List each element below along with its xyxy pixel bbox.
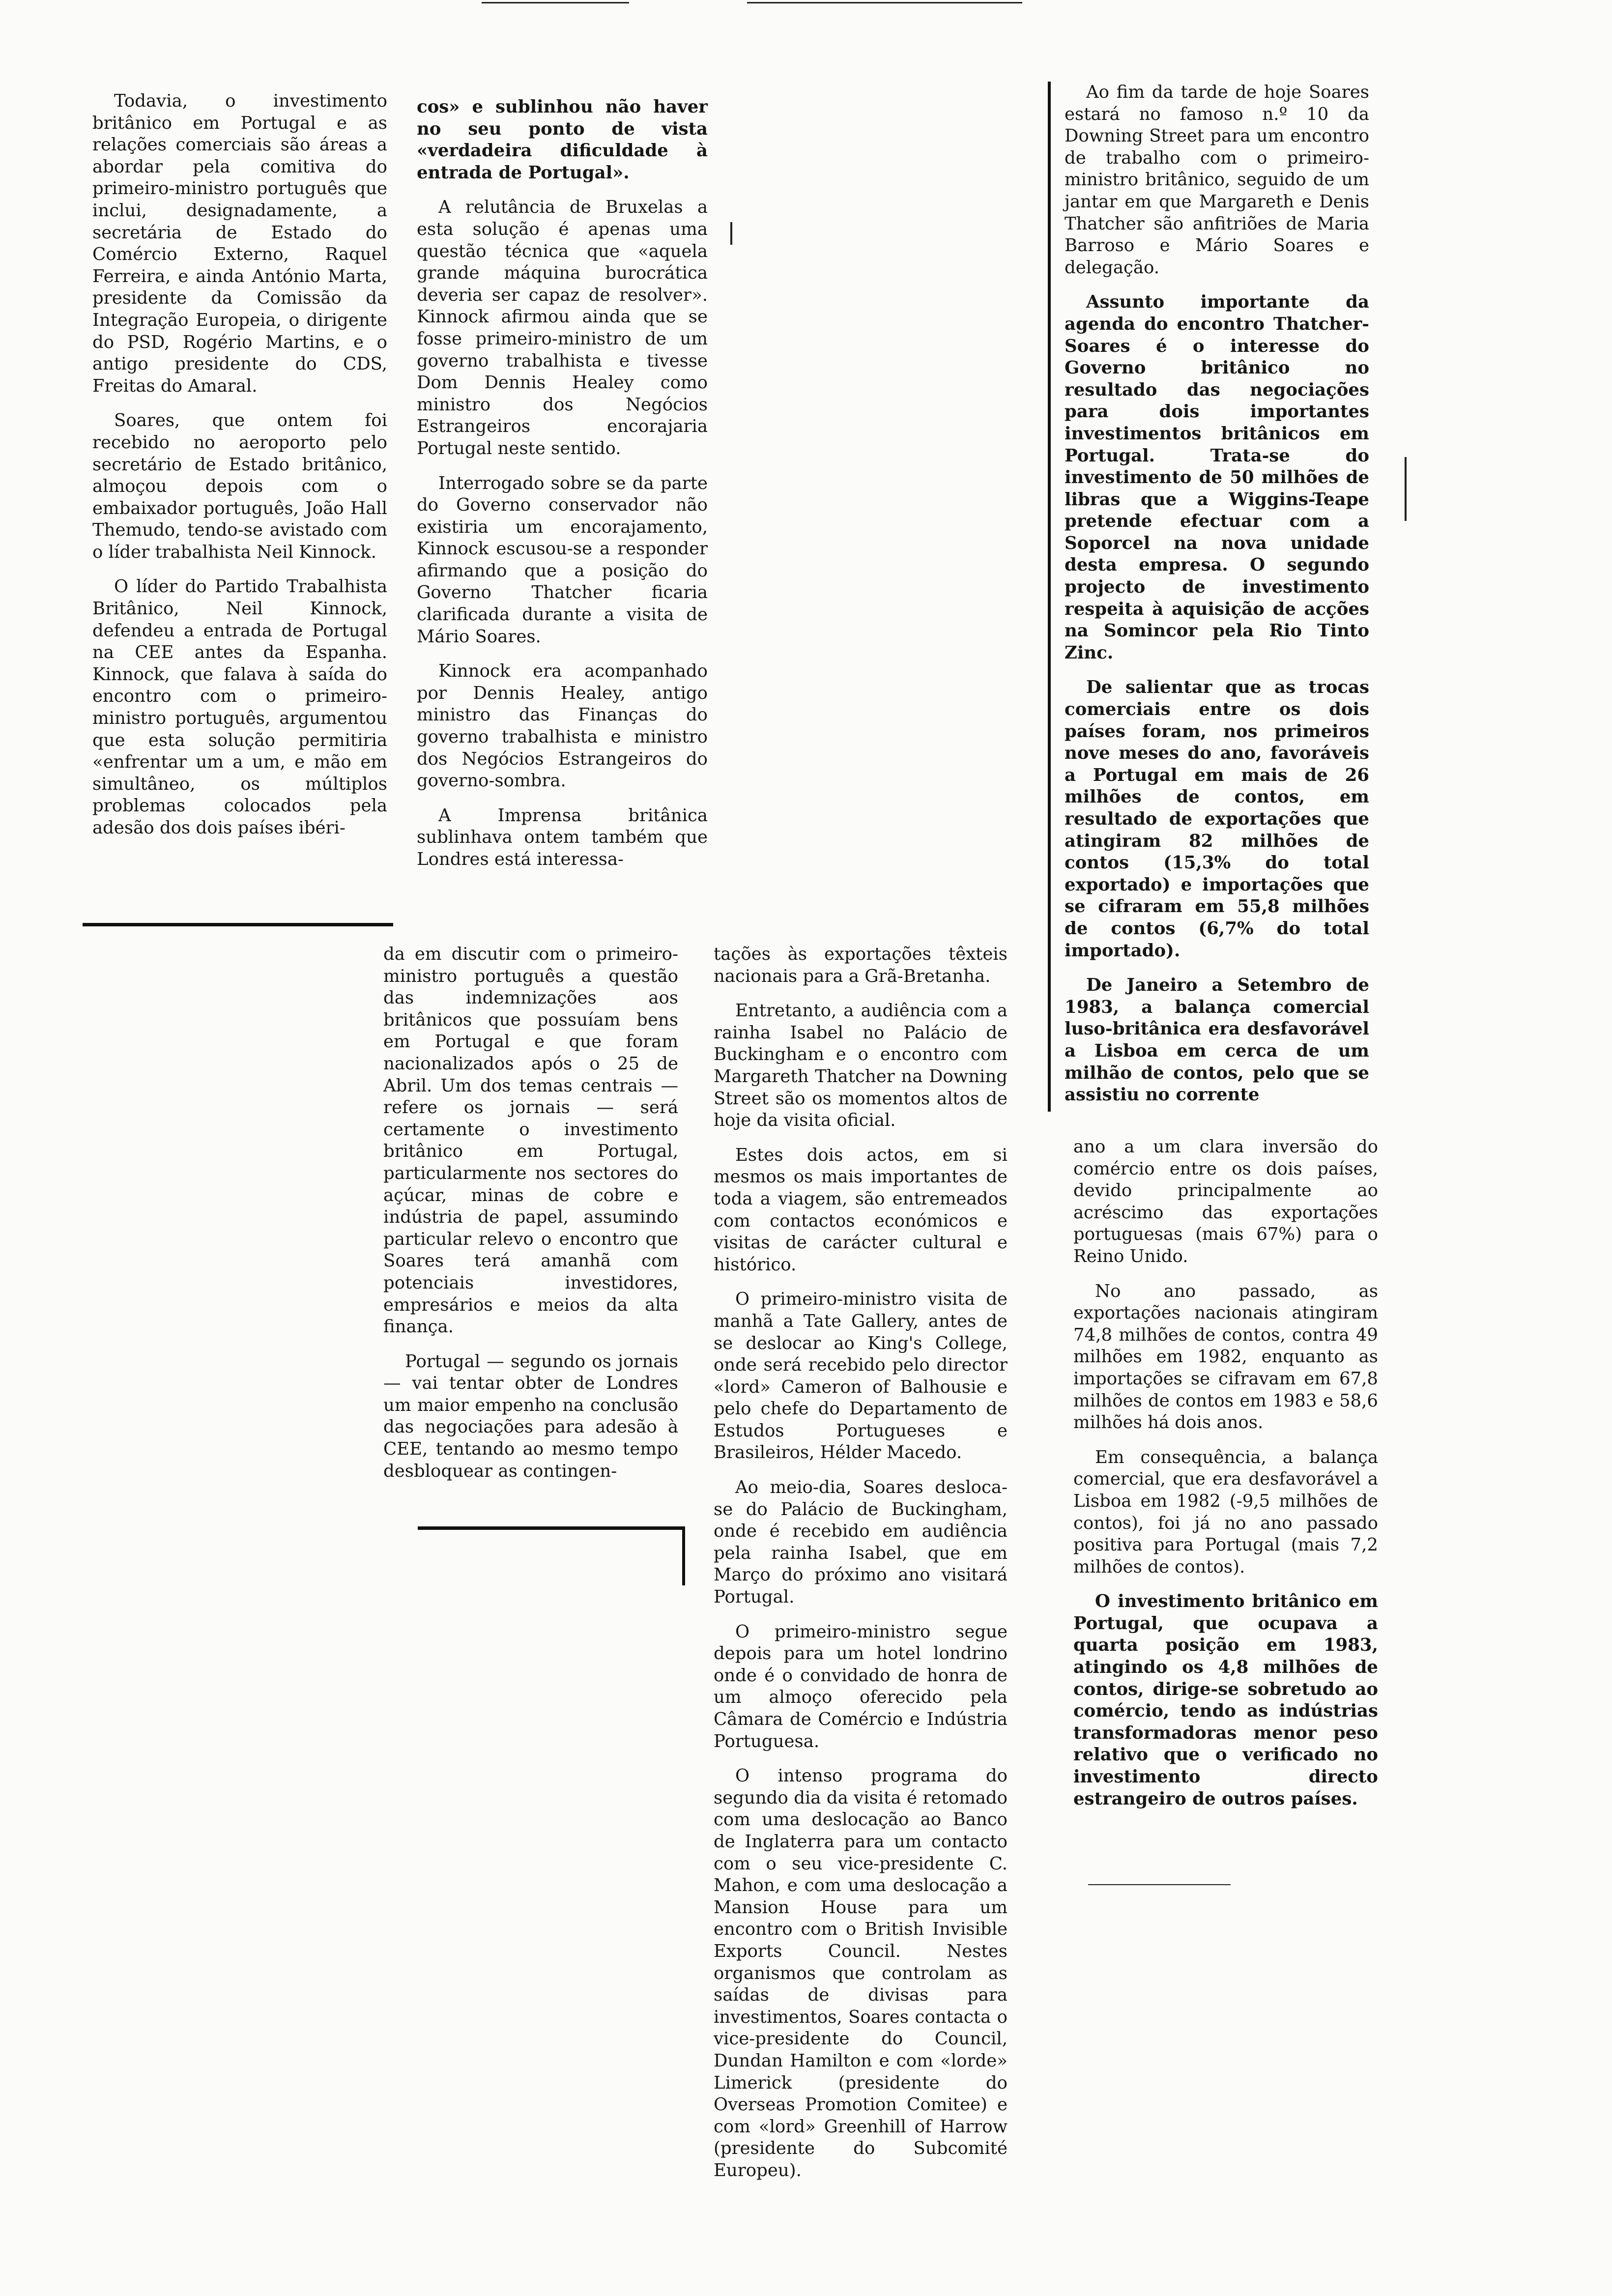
paragraph: tações às exportações têxteis nacionais para a Grã-Bretanha. xyxy=(714,944,1008,986)
paragraph: Assunto importante da agenda do encontro Thatcher-Soares é o interesse do Governo britânico no resultado das negociações para dois importantes investimentos britânicos em Portugal. Trata-se do investimento de 50 milhões de libras que a Wiggins-Teape pretende efectuar com a Soporcel na nova unidade desta empresa. O segundo projecto de investimento respeita à aquisição de acções na Somincor pela Rio Tinto Zinc. xyxy=(1065,292,1369,663)
scan-mark xyxy=(1088,1884,1231,1885)
paragraph: O intenso programa do segundo dia da visita é retomado com uma deslocação ao Banco de Inglaterra para um contacto com o seu vice-presidente C. Mahon, e com uma deslocação a Mansion House para um encontro com o British Invisible Exports Council. Nestes organismos que controlam as saídas de divisas para investimentos, Soares contacta o vice-presidente do Council, Dundan Hamilton e com «lorde» Limerick (presidente do Overseas Promotion Comitee) e com «lord» Greenhill of Harrow (presidente do Subcomité Europeu). xyxy=(714,1766,1008,2181)
paragraph: A relutância de Bruxelas a esta solução é apenas uma questão técnica que «aquela grande máquina burocrática deveria ser capaz de resolver». Kinnock afirmou ainda que se fosse primeiro-ministro de um governo trabalhista e tivesse Dom Dennis Healey como ministro dos Negócios Estrangeiros encorajaria Portugal neste sentido. xyxy=(417,197,708,459)
paragraph: Entretanto, a audiência com a rainha Isabel no Palácio de Buckingham e o encontro com Margareth Thatcher na Downing Street são os momentos altos de hoje da visita oficial. xyxy=(714,1001,1008,1131)
paragraph: Estes dois actos, em si mesmos os mais importantes de toda a viagem, são entremeados com contactos económicos e visitas de carácter cultural e histórico. xyxy=(714,1145,1008,1275)
scan-mark-top-left xyxy=(482,2,629,3)
paragraph: O líder do Partido Trabalhista Britânico, Neil Kinnock, defendeu a entrada de Portugal na CEE antes da Espanha. Kinnock, que falava à saída do encontro com o primeiro-ministro português, argumentou que esta solução permitiria «enfrentar um a um, e mão em simultâneo, os múltiplos problemas colocados pela adesão dos dois países ibéri- xyxy=(92,576,387,838)
column-2 xyxy=(417,96,708,884)
column-rule xyxy=(418,1526,683,1530)
column-rule xyxy=(1048,82,1051,1112)
paragraph: Interrogado sobre se da parte do Governo conservador não existiria um encorajamento, Kinnock escusou-se a responder afirmando que a posição do Governo Thatcher ficaria clarificada durante a visita de Mário Soares. xyxy=(417,473,708,647)
paragraph: Portugal — segundo os jornais — vai tentar obter de Londres um maior empenho na conclusão das negociações para adesão à CEE, tentando ao mesmo tempo desbloquear as contingen- xyxy=(383,1351,678,1481)
column-rule xyxy=(682,1526,685,1585)
column-1 xyxy=(92,90,387,852)
paragraph: Ao fim da tarde de hoje Soares estará no famoso n.º 10 da Downing Street para um encontro de trabalho com o primeiro-ministro britânico, seguido de um jantar em que Margareth e Denis Thatcher são anfitriões de Maria Barroso e Mário Soares e delegação. xyxy=(1065,82,1369,278)
scan-mark-top-right xyxy=(747,2,1022,3)
paragraph: Em consequência, a balança comercial, que era desfavorável a Lisboa em 1982 (-9,5 milhões de contos), foi já no ano passado positiva para Portugal (mais 7,2 milhões de contos). xyxy=(1073,1447,1378,1577)
scan-mark xyxy=(1405,457,1407,521)
paragraph: De Janeiro a Setembro de 1983, a balança comercial luso-britânica era desfavorável a Lisboa em cerca de um milhão de contos, pelo que se assistiu no corrente xyxy=(1065,975,1369,1105)
scan-mark xyxy=(730,222,732,245)
paragraph: A Imprensa britânica sublinhava ontem também que Londres está interessa- xyxy=(417,805,708,869)
paragraph: Ao meio-dia, Soares desloca-se do Palácio de Buckingham, onde é recebido em audiência pela rainha Isabel, que em Março do próximo ano visitará Portugal. xyxy=(714,1477,1008,1607)
paragraph: O investimento britânico em Portugal, que ocupava a quarta posição em 1983, atingindo os 4,8 milhões de contos, dirige-se sobretudo ao comércio, tendo as indústrias transformadoras menor peso relativo que o verificado no investimento directo estrangeiro de outros países. xyxy=(1073,1591,1378,1809)
column-3 xyxy=(383,944,678,1495)
column-rule xyxy=(83,923,393,926)
paragraph: Todavia, o investimento britânico em Portugal e as relações comerciais são áreas a abordar pela comitiva do primeiro-ministro português que inclui, designadamente, a secretária de Estado do Comércio Externo, Raquel Ferreira, e ainda António Marta, presidente da Comissão da Integração Europeia, o dirigente do PSD, Rogério Martins, e o antigo presidente do CDS, Freitas do Amaral. xyxy=(92,91,387,396)
column-5-upper xyxy=(1065,82,1369,1119)
paragraph: Soares, que ontem foi recebido no aeroporto pelo secretário de Estado britânico, almoçou depois com o embaixador português, João Hall Themudo, tendo-se avistado com o líder trabalhista Neil Kinnock. xyxy=(92,410,387,562)
paragraph: ano a um clara inversão do comércio entre os dois países, devido principalmente ao acréscimo das exportações portuguesas (mais 67%) para o Reino Unido. xyxy=(1073,1137,1378,1266)
paragraph: O primeiro-ministro segue depois para um hotel londrino onde é o convidado de honra de um almoço oferecido pela Câmara de Comércio e Indústria Portuguesa. xyxy=(714,1621,1008,1751)
paragraph: da em discutir com o primeiro-ministro português a questão das indemnizações aos britânicos que possuíam bens em Portugal e que foram nacionalizados após o 25 de Abril. Um dos temas centrais — refere os jornais — será certamente o investimento britânico em Portugal, particularmente nos sectores do açúcar, minas de cobre e indústria de papel, assumindo particular relevo o encontro que Soares terá amanhã com potenciais investidores, empresários e meios da alta finança. xyxy=(383,944,678,1337)
paragraph: No ano passado, as exportações nacionais atingiram 74,8 milhões de contos, contra 49 milhões em 1982, enquanto as importações se cifravam em 67,8 milhões de contos em 1983 e 58,6 milhões há dois anos. xyxy=(1073,1281,1378,1433)
paragraph: cos» e sublinhou não haver no seu ponto de vista «verdadeira dificuldade à entrada de Portugal». xyxy=(417,97,708,183)
paragraph: Kinnock era acompanhado por Dennis Healey, antigo ministro das Finanças do governo trabalhista e ministro dos Negócios Estrangeiros do governo-sombra. xyxy=(417,661,708,791)
column-5-lower xyxy=(1073,1136,1378,1823)
paragraph: De salientar que as trocas comerciais entre os dois países foram, nos primeiros nove meses do ano, favoráveis a Portugal em mais de 26 milhões de contos, em resultado de exportações que atingiram 82 milhões de contos (15,3% do total exportado) e importações que se cifraram em 55,8 milhões de contos (6,7% do total importado). xyxy=(1065,677,1369,961)
paragraph: O primeiro-ministro visita de manhã a Tate Gallery, antes de se deslocar ao King's College, onde será recebido pelo director «lord» Cameron of Balhousie e pelo chefe do Departamento de Estudos Portugueses e Brasileiros, Hélder Macedo. xyxy=(714,1289,1008,1463)
column-4 xyxy=(714,944,1008,2194)
